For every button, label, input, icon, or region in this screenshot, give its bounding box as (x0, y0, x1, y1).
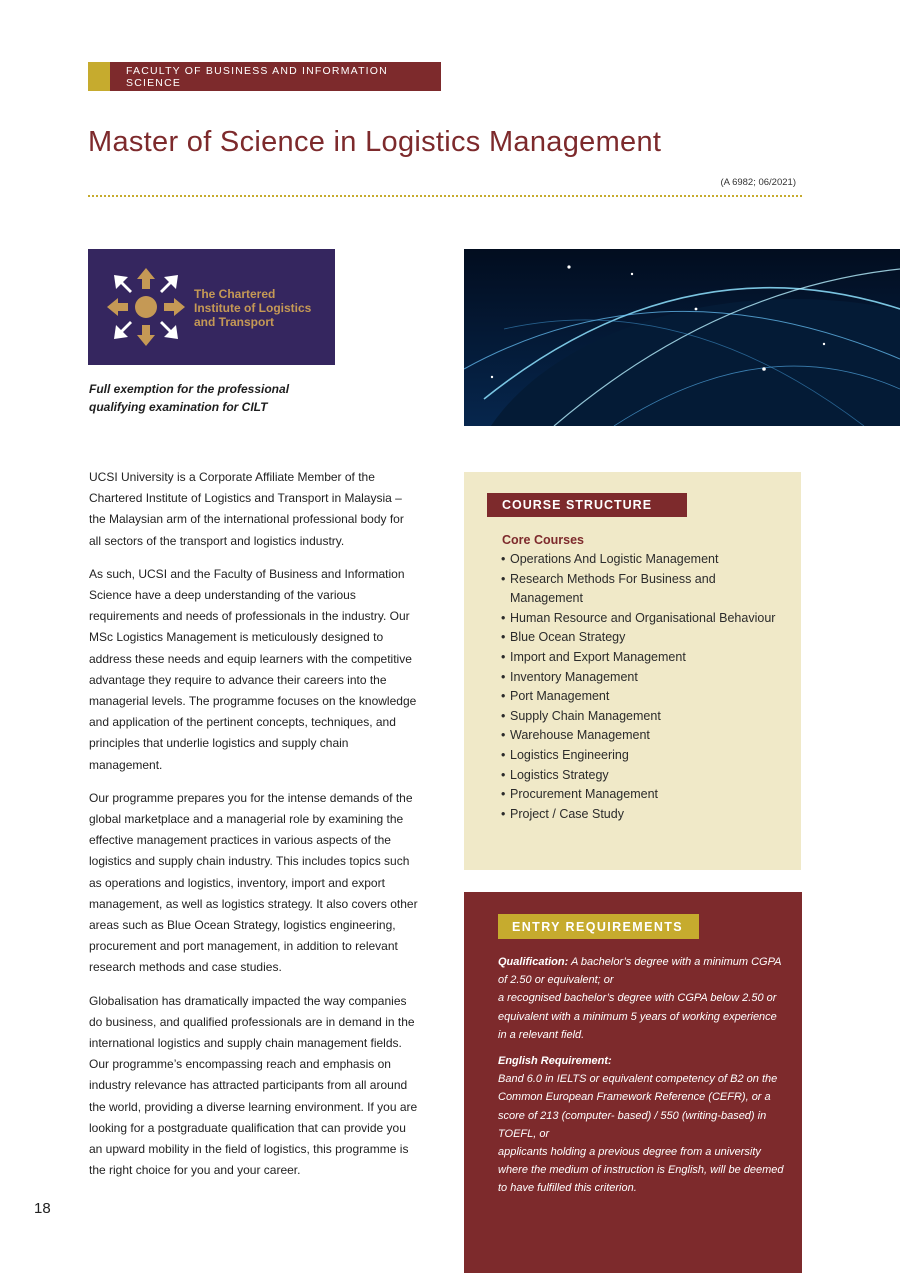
accreditation-code: (A 6982; 06/2021) (720, 177, 796, 188)
faculty-band-accent (88, 62, 110, 91)
page-title: Master of Science in Logistics Management (88, 126, 662, 158)
cilt-arrows-logo-icon (106, 267, 186, 347)
list-item: • Blue Ocean Strategy (501, 628, 791, 648)
entry-requirements-text (498, 953, 788, 1206)
list-item: • Human Resource and Organisational Behaviour (501, 609, 791, 629)
description-paragraph: Globalisation has dramatically impacted the way companies do business, and qualified professionals are in demand in the international logistics and supply chain management fields. Our programme’s encompassing reach and emphasis on industry relevance has attracted participants from all around the world, providing a diverse learning environment. If you are looking for a postgraduate qualification that can provide you an upward mobility in the field of logistics, this programme is the right choice for you and your career. (89, 993, 418, 1178)
description-paragraph: Our programme prepares you for the intense demands of the global marketplace and a managerial role by examining the effective management practices in various aspects of the logistics and supply chain industry. This includes topics such as operations and logistics, inventory, import and export management, as well as logistics strategy. It also covers other areas such as Blue Ocean Strategy, logistics engineering, procurement and port management, in addition to relevant research methods and case studies. (89, 790, 418, 975)
course-list (501, 550, 791, 824)
entry-requirements-heading: ENTRY REQUIREMENTS (498, 914, 699, 939)
cilt-logo (88, 249, 335, 365)
qualification-label: Qualification: (498, 956, 569, 968)
list-item: • Operations And Logistic Management (501, 550, 791, 570)
qualification-text: a recognised bachelor’s degree with CGPA below 2.50 or equivalent with a minimum 5 years of working experience in a relevant field. (498, 992, 777, 1041)
qualification-block (498, 953, 788, 1044)
list-item: • Supply Chain Management (501, 707, 791, 727)
page-number: 18 (34, 1200, 51, 1217)
english-text: applicants holding a previous degree from a university where the medium of instruction is English, will be deemed to have fulfilled this criterion. (498, 1146, 784, 1195)
list-item: • Logistics Strategy (501, 766, 791, 786)
cilt-logo-line: The Chartered (194, 287, 276, 301)
qualification-text: A bachelor’s degree with a minimum CGPA of 2.50 or equivalent; or (498, 956, 782, 987)
exemption-line: qualifying examination for CILT (89, 400, 268, 414)
cilt-logo-line: Institute of Logistics (194, 301, 312, 315)
english-text: Band 6.0 in IELTS or equivalent competency of B2 on the Common European Framework Reference (CEFR), or a score of 213 (computer- based) / 550 (writing-based) in TOEFL, or (498, 1073, 778, 1140)
list-item: • Research Methods For Business and Management (501, 570, 791, 609)
programme-description (89, 467, 419, 1194)
english-label: English Requirement: (498, 1055, 612, 1068)
english-block (498, 1052, 788, 1198)
faculty-label: FACULTY OF BUSINESS AND INFORMATION SCIENCE (110, 62, 441, 91)
list-item: • Project / Case Study (501, 805, 791, 825)
list-item: • Warehouse Management (501, 726, 791, 746)
course-structure-heading: COURSE STRUCTURE (487, 493, 687, 517)
list-item: • Port Management (501, 687, 791, 707)
list-item: • Inventory Management (501, 668, 791, 688)
exemption-line: Full exemption for the professional (89, 382, 290, 396)
description-paragraph: UCSI University is a Corporate Affiliate Member of the Chartered Institute of Logistics and Transport in Malaysia – the Malaysian arm of the international professional body for all sectors of the transport and logistics industry. (89, 470, 404, 548)
list-item: • Import and Export Management (501, 648, 791, 668)
description-paragraph: As such, UCSI and the Faculty of Business and Information Science have a deep understanding of the various requirements and needs of professionals in the industry. Our MSc Logistics Management is meticulously designed to address these needs and equip learners with the competitive advantage they require to advance their careers into the managerial levels. The programme focuses on the knowledge and application of the pertinent concepts, techniques, and principles that underlie logistics and supply chain management. (89, 566, 417, 772)
cilt-logo-line: and Transport (194, 315, 275, 329)
course-structure-panel (464, 472, 801, 870)
cilt-exemption-note (89, 380, 289, 416)
globe-network-image (464, 249, 900, 426)
core-courses-title: Core Courses (502, 533, 584, 547)
cilt-logo-text (194, 287, 311, 329)
entry-requirements-panel (464, 892, 802, 1273)
faculty-band (88, 62, 441, 91)
dotted-divider (88, 195, 802, 197)
list-item: • Logistics Engineering (501, 746, 791, 766)
list-item: • Procurement Management (501, 785, 791, 805)
